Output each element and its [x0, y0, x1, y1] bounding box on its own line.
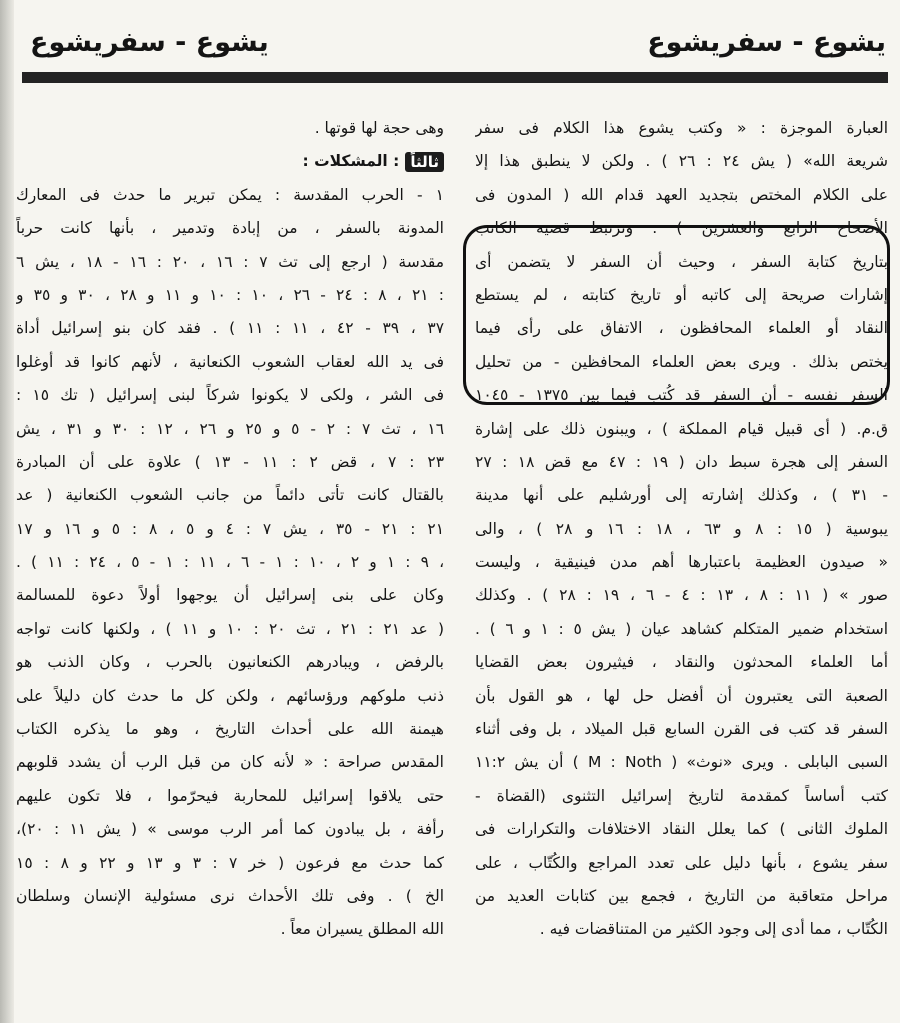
- text-line: ( عد ٢١ : ٢١ ، تث ٢٠ : ١٠ و ١١ ) ، ولكنها كانت تواجه: [16, 619, 444, 638]
- text-line: الكُتّاب ، مما أدى إلى وجود الكثير من المتناقضات فيه .: [539, 920, 888, 939]
- text-line: السبى البابلى . ويرى «نوث» ( M : Noth ) أن يش ١١:٢: [475, 753, 888, 772]
- text-line: ، ٩ : ١ و ٢ ، ١٠ : ١ - ٦ ، ١١ : ١ - ٥ ، ٢٤ : ١١ ) .: [16, 553, 444, 572]
- text-line: بالرفض ، ويبادرهم الكنعانيون بالحرب ، وكان الذنب هو: [16, 653, 444, 672]
- text-line: هيمنة الله على أحداث التاريخ ، وهو ما يذكره الكتاب: [16, 720, 444, 739]
- text-line: ١ - الحرب المقدسة : يمكن تبرير ما حدث فى المعارك: [16, 185, 444, 204]
- text-line: بالقتال كانت تأتى دائماً من جانب الشعوب الكنعانية ( عد: [16, 486, 444, 505]
- text-line: إشارات صريحة إلى كاتبه أو تاريخ كتابته ، لم يستطع: [475, 285, 888, 304]
- text-line: ١٦ ، تث ٧ : ٢ - ٥ و ٢٥ و ٢٦ ، ١٢ : ٣٠ و ٣١ ، يش: [16, 419, 444, 438]
- text-line: كتب أساساً كمقدمة لتاريخ إسرائيل التثنوى (القضاة -: [475, 786, 888, 805]
- text-line: الصعبة التى يعتبرون أن أفضل حل لها ، هو القول بأن: [475, 686, 888, 705]
- text-line: صور » ( ١١ : ٨ ، ١٣ : ٤ - ٦ ، ١٩ : ٢٨ ) . وكذلك: [475, 586, 888, 605]
- text-line: المدونة بالسفر ، من إبادة وتدمير ، بأنها كانت حرباً: [16, 219, 444, 238]
- section-title: : المشكلات :: [302, 152, 400, 171]
- text-line: وكان على بنى إسرائيل أن يوجهوا أولاً دعوة للمسالمة: [16, 586, 444, 605]
- text-line: فى الشر ، ولكى لا يكونوا شركاً لبنى إسرائيل ( تك ١٥ :: [16, 386, 444, 405]
- text-line: ٢١ : ٢١ - ٣٥ ، يش ٧ : ٤ و ٥ ، ٨ : ٥ و ١٦ و ١٧: [16, 519, 444, 538]
- text-line: مراحل متعاقبة من التاريخ ، فجمع بين كتابات العديد من: [475, 886, 888, 905]
- text-line: ٣٧ ، ٣٩ - ٤٢ ، ١١ : ١١ ) . فقد كان بنو إسرائيل أداة: [16, 319, 444, 338]
- text-line: يبوسية ( ١٥ : ٨ و ٦٣ ، ١٨ : ١٦ و ٢٨ ) ، والى: [475, 519, 888, 538]
- text-line: السفر قد كتب فى القرن السابع قبل الميلاد ، بل وفى أثناء: [475, 720, 888, 739]
- text-line: العبارة الموجزة : « وكتب يشوع هذا الكلام فى سفر: [475, 119, 888, 137]
- left-text-column: [16, 112, 444, 947]
- text-line: ق.م. ( أى قبيل قيام المملكة ) ، ويبنون ذلك على إشارة: [475, 419, 888, 438]
- text-line: السفر إلى هجرة سبط دان ( ١٩ : ٤٧ مع قض ١٨ : ٢٧: [475, 452, 888, 471]
- page-binding-shadow: [0, 0, 14, 1023]
- text-line: فى يد الله لعقاب الشعوب الكنعانية ، لأنهم كانوا قد أوغلوا: [16, 352, 444, 371]
- text-line: كما حدث مع فرعون ( خر ٧ : ٣ و ١٣ و ٢٢ و ٨ : ١٥: [16, 853, 444, 872]
- text-line: يختص بذلك . ويرى بعض العلماء المحافظين - من تحليل: [475, 352, 888, 371]
- text-line: حتى يلاقوا إسرائيل للمحاربة فيحرّموا ، فلا تكون عليهم: [16, 786, 444, 805]
- text-line: « صيدون العظيمة باعتبارها أهم مدن فينيقية ، وليست: [475, 553, 888, 572]
- text-line: على الكلام المختص بتجديد العهد قدام الله ( المدون فى: [475, 185, 888, 204]
- text-line: ٢٣ : ٧ ، قض ٢ : ١١ - ١٣ ) علاوة على أن المبادرة: [16, 452, 444, 471]
- running-header-right: يشوع - سفريشوع: [647, 27, 886, 58]
- text-line: رأفة ، بل يبادون كما أمر الرب موسى » ( يش ١١ : ٢٠)،: [16, 820, 444, 839]
- section-number: ثالثاً: [405, 152, 444, 172]
- text-line: مقدسة ( ارجع إلى تث ٧ : ١٦ ، ٢٠ : ١٦ - ١٨ ، يش ٦: [16, 252, 444, 271]
- text-line: شريعة الله» ( يش ٢٤ : ٢٦ ) . ولكن لا ينطبق هذا إلا: [475, 152, 888, 171]
- text-line: استخدام ضمير المتكلم كشاهد عيان ( يش ٥ : ١ و ٦ ) .: [475, 619, 888, 638]
- header-rule: [22, 72, 888, 83]
- text-line: بتاريخ كتابة السفر ، وحيث أن السفر لا يتضمن أى: [475, 252, 888, 271]
- text-line: المقدس صراحة : « لأنه كان من قبل الرب أن يشدد قلوبهم: [16, 753, 444, 772]
- text-line: الخ ) . وفى تلك الأحداث نرى مسئولية الإنسان وسلطان: [16, 886, 444, 905]
- text-line: النقاد أو العلماء المحافظون ، الاتفاق على رأى فيما: [475, 319, 888, 338]
- text-line: أما العلماء المحدثون والنقاد ، فيثيرون بعض القضايا: [475, 653, 888, 672]
- text-line: : ٢١ ، ٨ : ٢٤ - ٢٦ ، ١٠ : ١٠ و ١١ و ٢٨ ، ٣٠ و ٣٥ و: [16, 285, 444, 304]
- text-line: ذنب ملوكهم ورؤسائهم ، ولكن كل ما حدث كان دليلاً على: [16, 686, 444, 705]
- right-text-column: [475, 112, 888, 947]
- text-line: سفر يشوع ، بأنها دليل على تعدد المراجع والكُتّاب ، على: [475, 853, 888, 872]
- text-line: وهى حجة لها قوتها .: [314, 119, 444, 137]
- text-line: السفر نفسه - أن السفر قد كُتب فيما بين ١٣٧٥ - ١٠٤٥: [475, 386, 888, 405]
- section-heading: [16, 145, 444, 178]
- text-line: الله المطلق يسيران معاً .: [280, 920, 444, 939]
- text-line: الملوك الثانى ) كما يعلل النقاد الاختلافات والتكرارات فى: [475, 820, 888, 839]
- running-header-left: يشوع - سفريشوع: [30, 27, 269, 58]
- text-line: الأصحاح الرابع والعشرين ) . وترتبط قضية الكاتب: [475, 219, 888, 238]
- text-line: - ٣١ ) ، وكذلك إشارته إلى أورشليم على أنها مدينة: [475, 486, 888, 505]
